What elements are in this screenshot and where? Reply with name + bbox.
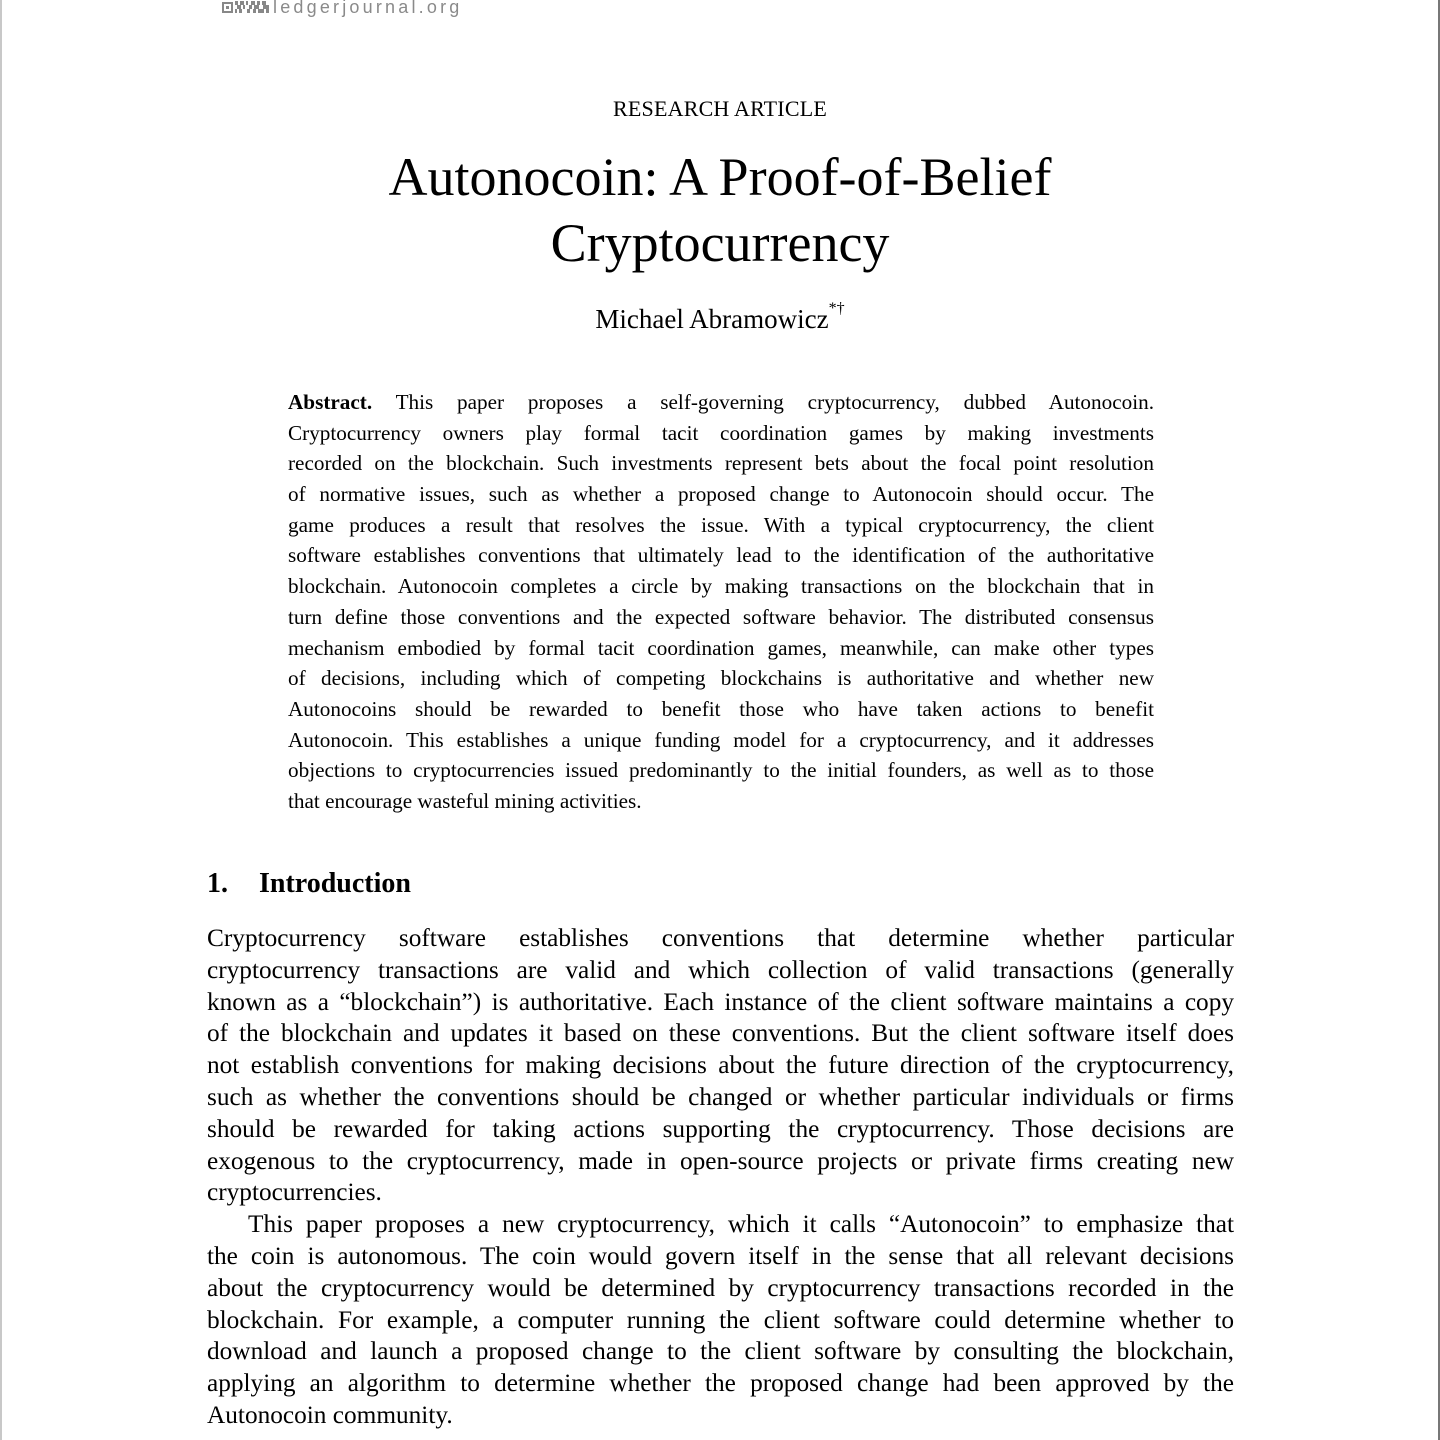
abstract-line: Abstract. This paper proposes a self-governing cryptocurrency, dubbed Autonocoin.	[288, 390, 1154, 414]
journal-url[interactable]: ledgerjournal.org	[273, 0, 463, 17]
abstract-line: of decisions, including which of competing blockchains is authoritative and whether new	[288, 666, 1154, 691]
author-byline	[0, 300, 1440, 335]
paragraph-line: of the blockchain and updates it based on these conventions. But the client software itself does	[207, 1019, 1234, 1048]
abstract-line: of normative issues, such as whether a proposed change to Autonocoin should occur. The	[288, 482, 1154, 507]
paragraph-line: applying an algorithm to determine whether the proposed change had been approved by the	[207, 1369, 1234, 1398]
section-heading	[207, 868, 411, 900]
paragraph-line: not establish conventions for making decisions about the future direction of the cryptocurrency,	[207, 1051, 1234, 1080]
abstract-line: software establishes conventions that ultimately lead to the identification of the authoritative	[288, 543, 1154, 568]
abstract-line: objections to cryptocurrencies issued predominantly to the initial founders, as well as to those	[288, 758, 1154, 783]
paragraph-line: about the cryptocurrency would be determined by cryptocurrency transactions recorded in the	[207, 1273, 1234, 1302]
paragraph-line: should be rewarded for taking actions supporting the cryptocurrency. Those decisions are	[207, 1114, 1234, 1143]
abstract-line: turn define those conventions and the expected software behavior. The distributed consensus	[288, 604, 1154, 629]
author-footnote-marks[interactable]: *†	[828, 300, 845, 317]
abstract-line: blockchain. Autonocoin completes a circle by making transactions on the blockchain that in	[288, 574, 1154, 599]
paragraph-line: known as a “blockchain”) is authoritative. Each instance of the client software maintains a copy	[207, 987, 1234, 1016]
paragraph-line: cryptocurrencies.	[207, 1178, 382, 1207]
body-text	[207, 923, 1234, 1432]
abstract	[288, 387, 1154, 817]
abstract-line: mechanism embodied by formal tacit coordination games, meanwhile, can make other types	[288, 635, 1154, 660]
abstract-line: that encourage wasteful mining activities.	[288, 788, 642, 813]
paragraph-line: Cryptocurrency software establishes conventions that determine whether particular	[207, 924, 1234, 952]
abstract-line: Autonocoin. This establishes a unique funding model for a cryptocurrency, and it addresses	[288, 727, 1154, 752]
paragraph-line: download and launch a proposed change to the client software by consulting the blockchain,	[207, 1337, 1234, 1366]
abstract-label: Abstract.	[288, 390, 373, 414]
abstract-line: game produces a result that resolves the issue. With a typical cryptocurrency, the client	[288, 512, 1154, 537]
paragraph-line: such as whether the conventions should be changed or whether particular individuals or firms	[207, 1082, 1234, 1111]
article-type: RESEARCH ARTICLE	[613, 96, 827, 121]
title-line: Autonocoin: A Proof-of-Belief	[388, 147, 1052, 207]
section-number: 1.	[207, 868, 228, 899]
abstract-line: Cryptocurrency owners play formal tacit coordination games by making investments	[288, 420, 1154, 445]
section-title: Introduction	[259, 868, 411, 899]
abstract-line: Autonocoins should be rewarded to benefit those who have taken actions to benefit	[288, 696, 1154, 721]
paragraph-line: exogenous to the cryptocurrency, made in open-source projects or private firms creating new	[207, 1146, 1234, 1175]
paragraph-line: Autonocoin community.	[207, 1400, 453, 1429]
title-line: Cryptocurrency	[550, 213, 890, 273]
paragraph-line: This paper proposes a new cryptocurrency, which it calls “Autonocoin” to emphasize that	[248, 1210, 1234, 1239]
abstract-line: recorded on the blockchain. Such investments represent bets about the focal point resolution	[288, 451, 1154, 476]
article-title	[0, 144, 1440, 276]
journal-header	[222, 0, 463, 20]
paragraph-line: cryptocurrency transactions are valid and which collection of valid transactions (generally	[207, 955, 1234, 984]
paragraph-line: the coin is autonomous. The coin would govern itself in the sense that all relevant decisions	[207, 1241, 1234, 1270]
paragraph-line: blockchain. For example, a computer running the client software could determine whether to	[207, 1305, 1234, 1334]
author-name: Michael Abramowicz	[595, 304, 829, 334]
qr-code-icon	[222, 0, 269, 14]
